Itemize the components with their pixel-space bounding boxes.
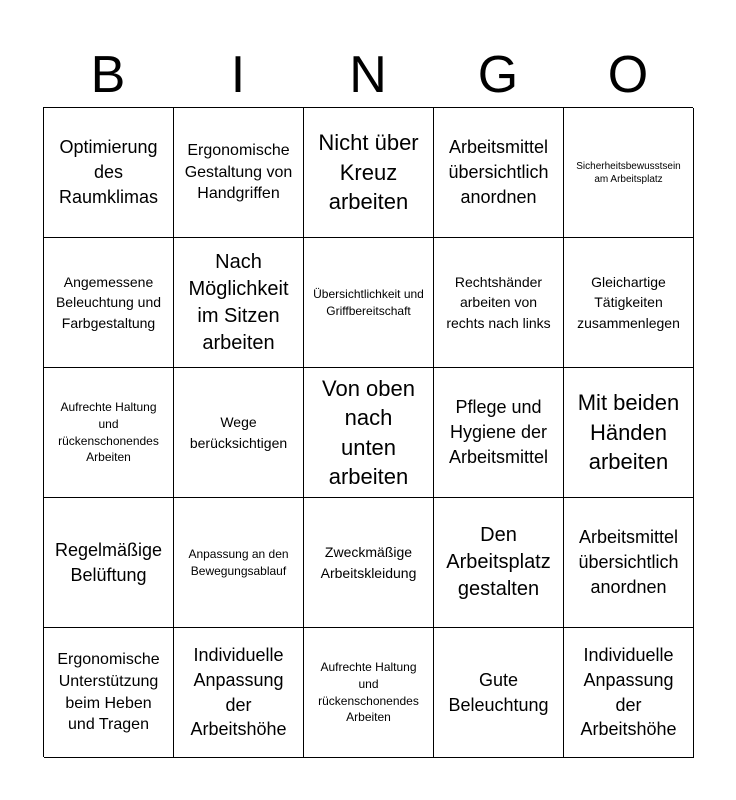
bingo-cell[interactable]	[44, 368, 174, 498]
bingo-cell[interactable]	[564, 368, 694, 498]
bingo-cell[interactable]	[304, 368, 434, 498]
cell-text: Wege berücksichtigen	[189, 414, 288, 451]
bingo-cell[interactable]	[564, 498, 694, 628]
bingo-cell[interactable]	[174, 628, 304, 758]
cell-text: Angemessene Beleuchtung und Farbgestaltung	[55, 274, 162, 331]
bingo-grid	[43, 107, 693, 757]
bingo-cell[interactable]	[174, 368, 304, 498]
bingo-cell[interactable]	[174, 238, 304, 368]
cell-text: Optimierung des Raumklimas	[58, 137, 159, 207]
header-letter-b: B	[90, 46, 126, 104]
cell-text: Nach Möglichkeit im Sitzen arbeiten	[188, 250, 289, 354]
cell-text: Aufrechte Haltung und rückenschonendes Arbeiten	[58, 399, 159, 465]
header-letter-o: O	[607, 46, 649, 104]
cell-text: Sicherheitsbewusstsein am Arbeitsplatz	[576, 160, 681, 185]
cell-text: Regelmäßige Belüftung	[54, 539, 163, 585]
cell-text: Arbeitsmittel übersichtlich anordnen	[578, 527, 679, 597]
cell-text: Gleichartige Tätigkeiten zusammenlegen	[577, 274, 680, 331]
header-letter-i: I	[230, 46, 246, 104]
cell-text: Individuelle Anpassung der Arbeitshöhe	[190, 644, 287, 740]
cell-text: Nicht über Kreuz arbeiten	[318, 130, 419, 215]
bingo-cell[interactable]	[174, 498, 304, 628]
bingo-cell[interactable]	[304, 108, 434, 238]
bingo-cell[interactable]	[44, 108, 174, 238]
cell-text: Arbeitsmittel übersichtlich anordnen	[448, 137, 549, 207]
cell-text: Individuelle Anpassung der Arbeitshöhe	[580, 644, 677, 740]
bingo-cell[interactable]	[434, 238, 564, 368]
cell-text: Zweckmäßige Arbeitskleidung	[320, 544, 417, 581]
cell-text: Ergonomische Unterstützung beim Heben und Tragen	[57, 651, 160, 734]
bingo-cell[interactable]	[304, 498, 434, 628]
bingo-header	[43, 42, 693, 108]
bingo-cell[interactable]	[434, 498, 564, 628]
cell-text: Den Arbeitsplatz gestalten	[446, 524, 551, 600]
bingo-cell[interactable]	[564, 628, 694, 758]
cell-text: Rechtshänder arbeiten von rechts nach links	[446, 274, 551, 331]
bingo-cell[interactable]	[434, 628, 564, 758]
bingo-cell[interactable]	[434, 368, 564, 498]
bingo-cell[interactable]	[564, 108, 694, 238]
cell-text: Ergonomische Gestaltung von Handgriffen	[184, 142, 293, 203]
cell-text: Pflege und Hygiene der Arbeitsmittel	[448, 397, 549, 467]
bingo-cell[interactable]	[44, 628, 174, 758]
cell-text: Anpassung an den Bewegungsablauf	[188, 546, 289, 578]
header-letter-g: G	[477, 46, 519, 104]
cell-text: Gute Beleuchtung	[448, 669, 549, 715]
bingo-cell[interactable]	[304, 628, 434, 758]
header-letter-n: N	[349, 46, 387, 104]
bingo-cell[interactable]	[44, 238, 174, 368]
bingo-cell[interactable]	[434, 108, 564, 238]
cell-text: Übersichtlichkeit und Griffbereitschaft	[313, 286, 424, 318]
cell-text: Aufrechte Haltung und rückenschonendes Arbeiten	[318, 659, 419, 725]
bingo-cell[interactable]	[564, 238, 694, 368]
bingo-cell[interactable]	[44, 498, 174, 628]
cell-text: Von oben nach unten arbeiten	[322, 375, 415, 489]
cell-text: Mit beiden Händen arbeiten	[577, 390, 680, 475]
bingo-cell[interactable]	[174, 108, 304, 238]
bingo-cell[interactable]	[304, 238, 434, 368]
